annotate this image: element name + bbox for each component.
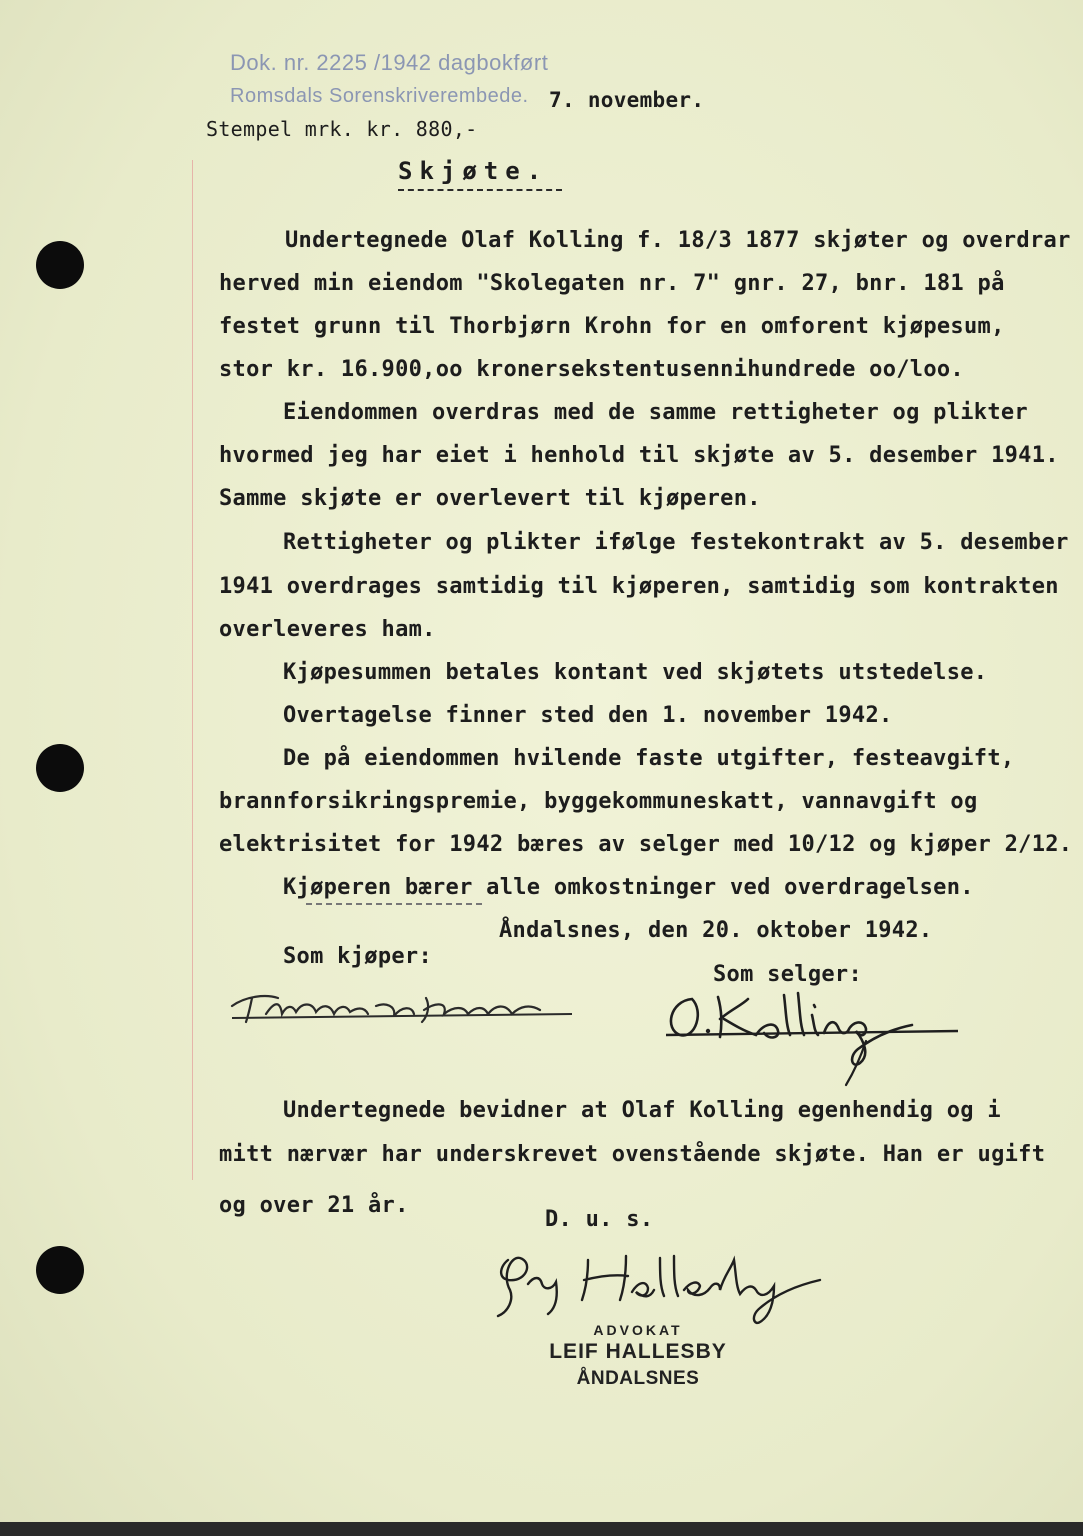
deed-line: Rettigheter og plikter ifølge festekontrakt av 5. desember <box>283 530 1069 555</box>
stamp-duty: Stempel mrk. kr. 880,- <box>206 117 478 141</box>
lawyer-stamp-place: ÅNDALSNES <box>576 1368 700 1389</box>
punch-hole <box>36 744 84 792</box>
punch-hole <box>36 1246 84 1294</box>
registration-stamp-line2: Romsdals Sorenskriverembede. <box>230 85 529 107</box>
lawyer-stamp-name: LEIF HALLESBY <box>549 1340 727 1363</box>
witness-line: mitt nærvær har underskrevet ovenstående skjøte. Han er ugift <box>219 1142 1046 1167</box>
place-date: Åndalsnes, den 20. oktober 1942. <box>499 918 933 943</box>
witness-closing: D. u. s. <box>545 1207 654 1232</box>
deed-line: hvormed jeg har eiet i henhold til skjøte av 5. desember 1941. <box>219 443 1059 468</box>
registration-date: 7. november. <box>549 88 705 112</box>
deed-line: brannforsikringspremie, byggekommuneskatt, vannavgift og <box>219 789 978 814</box>
margin-line <box>192 160 193 1180</box>
deed-line: De på eiendommen hvilende faste utgifter, festeavgift, <box>283 746 1015 771</box>
deed-line: festet grunn til Thorbjørn Krohn for en omforent kjøpesum, <box>219 314 1005 339</box>
deed-line: Samme skjøte er overlevert til kjøperen. <box>219 486 761 511</box>
separator-dash <box>306 903 482 905</box>
seller-signature <box>652 985 964 1090</box>
deed-line: Kjøperen bærer alle omkostninger ved overdragelsen. <box>283 875 974 900</box>
buyer-signature <box>226 984 586 1034</box>
deed-line: elektrisitet for 1942 bæres av selger med 10/12 og kjøper 2/12. <box>219 832 1073 857</box>
title-underline <box>398 189 562 191</box>
witness-line: og over 21 år. <box>219 1193 409 1218</box>
lawyer-stamp-title: ADVOKAT <box>593 1322 683 1338</box>
buyer-label: Som kjøper: <box>283 944 432 969</box>
registration-stamp-line1: Dok. nr. 2225 /1942 dagbokført <box>230 50 549 75</box>
deed-line: Undertegnede Olaf Kolling f. 18/3 1877 skjøter og overdrar <box>285 228 1071 253</box>
witness-line: Undertegnede bevidner at Olaf Kolling egenhendig og i <box>283 1098 1001 1123</box>
deed-line: Kjøpesummen betales kontant ved skjøtets utstedelse. <box>283 660 988 685</box>
lawyer-stamp <box>528 1322 748 1390</box>
deed-line: herved min eiendom "Skolegaten nr. 7" gnr. 27, bnr. 181 på <box>219 271 1005 296</box>
punch-hole <box>36 241 84 289</box>
deed-line: Overtagelse finner sted den 1. november 1942. <box>283 703 893 728</box>
seller-label: Som selger: <box>713 962 862 987</box>
deed-line: 1941 overdrages samtidig til kjøperen, samtidig som kontrakten <box>219 574 1059 599</box>
witness-signature <box>484 1246 844 1326</box>
deed-line: Eiendommen overdras med de samme rettigheter og plikter <box>283 400 1028 425</box>
scan-edge <box>0 1522 1083 1536</box>
deed-line: stor kr. 16.900,oo kronersekstentusennihundrede oo/loo. <box>219 357 964 382</box>
document-title: Skjøte. <box>398 157 549 185</box>
deed-line: overleveres ham. <box>219 617 436 642</box>
